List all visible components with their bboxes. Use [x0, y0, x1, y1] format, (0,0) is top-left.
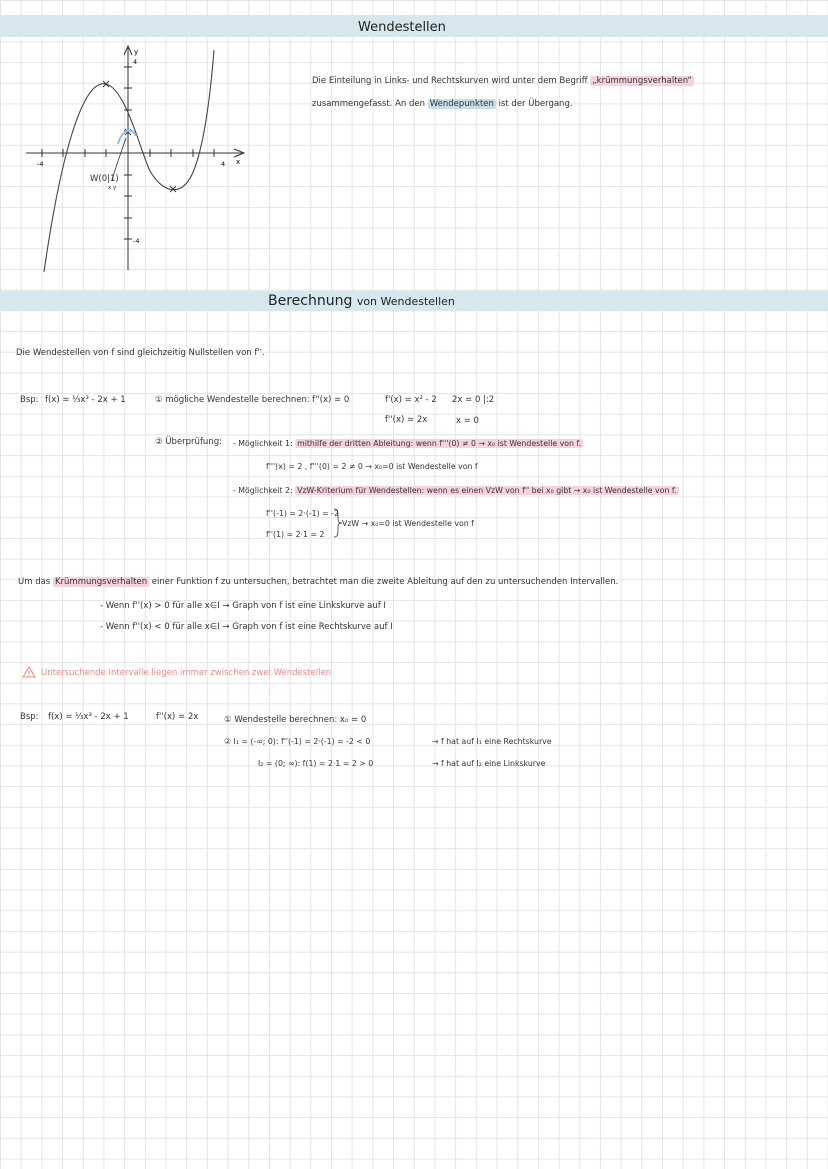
example2-interval-1: ② I₁ = (-∞; 0): f''(-1) = 2·(-1) = -2 < 0 — [224, 737, 371, 746]
inflection-point-label: W(0|1) — [90, 174, 119, 184]
option1-line: - Möglichkeit 1: mithilfe der dritten Ableitung: wenn f'''(0) ≠ 0 → x₀ ist Wendestelle von f. — [233, 439, 582, 448]
example1-function: f(x) = ⅓x³ - 2x + 1 — [45, 395, 126, 405]
option2-calc-1: f''(-1) = 2·(-1) = -2 — [266, 509, 339, 518]
page-title: Wendestellen — [358, 20, 446, 35]
option2-highlight: VzW-Kriterium für Wendestellen: wenn es einen VzW von f'' bei x₀ gibt → x₀ ist Wendestelle von f. — [297, 486, 677, 495]
y-axis-label: y — [134, 48, 139, 56]
option1-calc: f'''(x) = 2 , f'''(0) = 2 ≠ 0 → x₀=0 ist Wendestelle von f — [266, 462, 478, 471]
inflection-point-sublabel: x y — [108, 185, 117, 191]
example2-interval-2-result: → f hat auf I₂ eine Linkskurve — [432, 759, 546, 768]
term-wendepunkten: Wendepunkten — [429, 99, 494, 109]
function-graph — [20, 40, 280, 280]
example1-solve-1: 2x = 0 |:2 — [452, 395, 495, 405]
term-kruemmungsverhalten: „krümmungsverhalten“ — [592, 76, 692, 86]
example2-second-derivative: f''(x) = 2x — [156, 712, 199, 722]
example2-step1: ① Wendestelle berechnen: x₀ = 0 — [224, 715, 367, 725]
example2-interval-1-result: → f hat auf I₁ eine Rechtskurve — [432, 737, 552, 746]
warning-text: Untersuchende Intervalle liegen immer zwischen zwei Wendestellen — [41, 668, 332, 678]
tick-label-x-left: -4 — [37, 160, 44, 168]
tick-label-y-top: 4 — [133, 58, 138, 66]
section-title: Berechnung von Wendestellen — [268, 293, 455, 309]
example1-step1-equation: f''(x) = 0 — [312, 395, 350, 405]
intro-line-1: Die Einteilung in Links- und Rechtskurven wird unter dem Begriff „krümmungsverhalten“ — [312, 76, 692, 86]
example1-second-derivative: f''(x) = 2x — [385, 415, 428, 425]
option1-highlight: mithilfe der dritten Ableitung: wenn f'''(0) ≠ 0 → x₀ ist Wendestelle von f. — [297, 439, 582, 448]
intro-line-2: zusammengefasst. An den Wendepunkten ist der Übergang. — [312, 99, 573, 109]
tick-label-y-bottom: -4 — [133, 237, 140, 245]
warning-triangle-icon — [22, 666, 36, 678]
option2-result: VzW → x₀=0 ist Wendestelle von f — [342, 519, 474, 528]
example2-interval-2: I₂ = (0; ∞): f(1) = 2·1 = 2 > 0 — [258, 759, 374, 768]
example1-step2: ② Überprüfung: — [155, 437, 222, 447]
rule-text: Die Wendestellen von f sind gleichzeitig Nullstellen von f''. — [16, 348, 265, 358]
curvature-case-2: - Wenn f''(x) < 0 für alle x∈I → Graph von f ist eine Rechtskurve auf I — [100, 622, 393, 632]
tick-label-x-right: 4 — [221, 160, 226, 168]
option2-line: - Möglichkeit 2: VzW-Kriterium für Wendestellen: wenn es einen VzW von f'' bei x₀ gibt → x₀ ist Wendestelle von f. — [233, 486, 677, 495]
example1-step1: ① mögliche Wendestelle berechnen: — [155, 395, 310, 405]
example2-function: f(x) = ⅓x³ - 2x + 1 — [48, 712, 129, 722]
option2-calc-2: f''(1) = 2·1 = 2 — [266, 530, 325, 539]
x-axis-label: x — [236, 158, 241, 166]
term-kruemmungsverhalten-2: Krümmungsverhalten — [54, 577, 148, 587]
curvature-case-1: - Wenn f''(x) > 0 für alle x∈I → Graph von f ist eine Linkskurve auf I — [100, 601, 386, 611]
example1-label: Bsp: — [20, 395, 39, 405]
example2-label: Bsp: — [20, 712, 39, 722]
example1-first-derivative: f'(x) = x² - 2 — [385, 395, 437, 405]
curvature-intro: Um das Krümmungsverhalten einer Funktion f zu untersuchen, betrachtet man die zweite Ableitung auf den zu untersuchenden Intervallen. — [18, 577, 619, 587]
example1-solve-2: x = 0 — [456, 416, 479, 426]
